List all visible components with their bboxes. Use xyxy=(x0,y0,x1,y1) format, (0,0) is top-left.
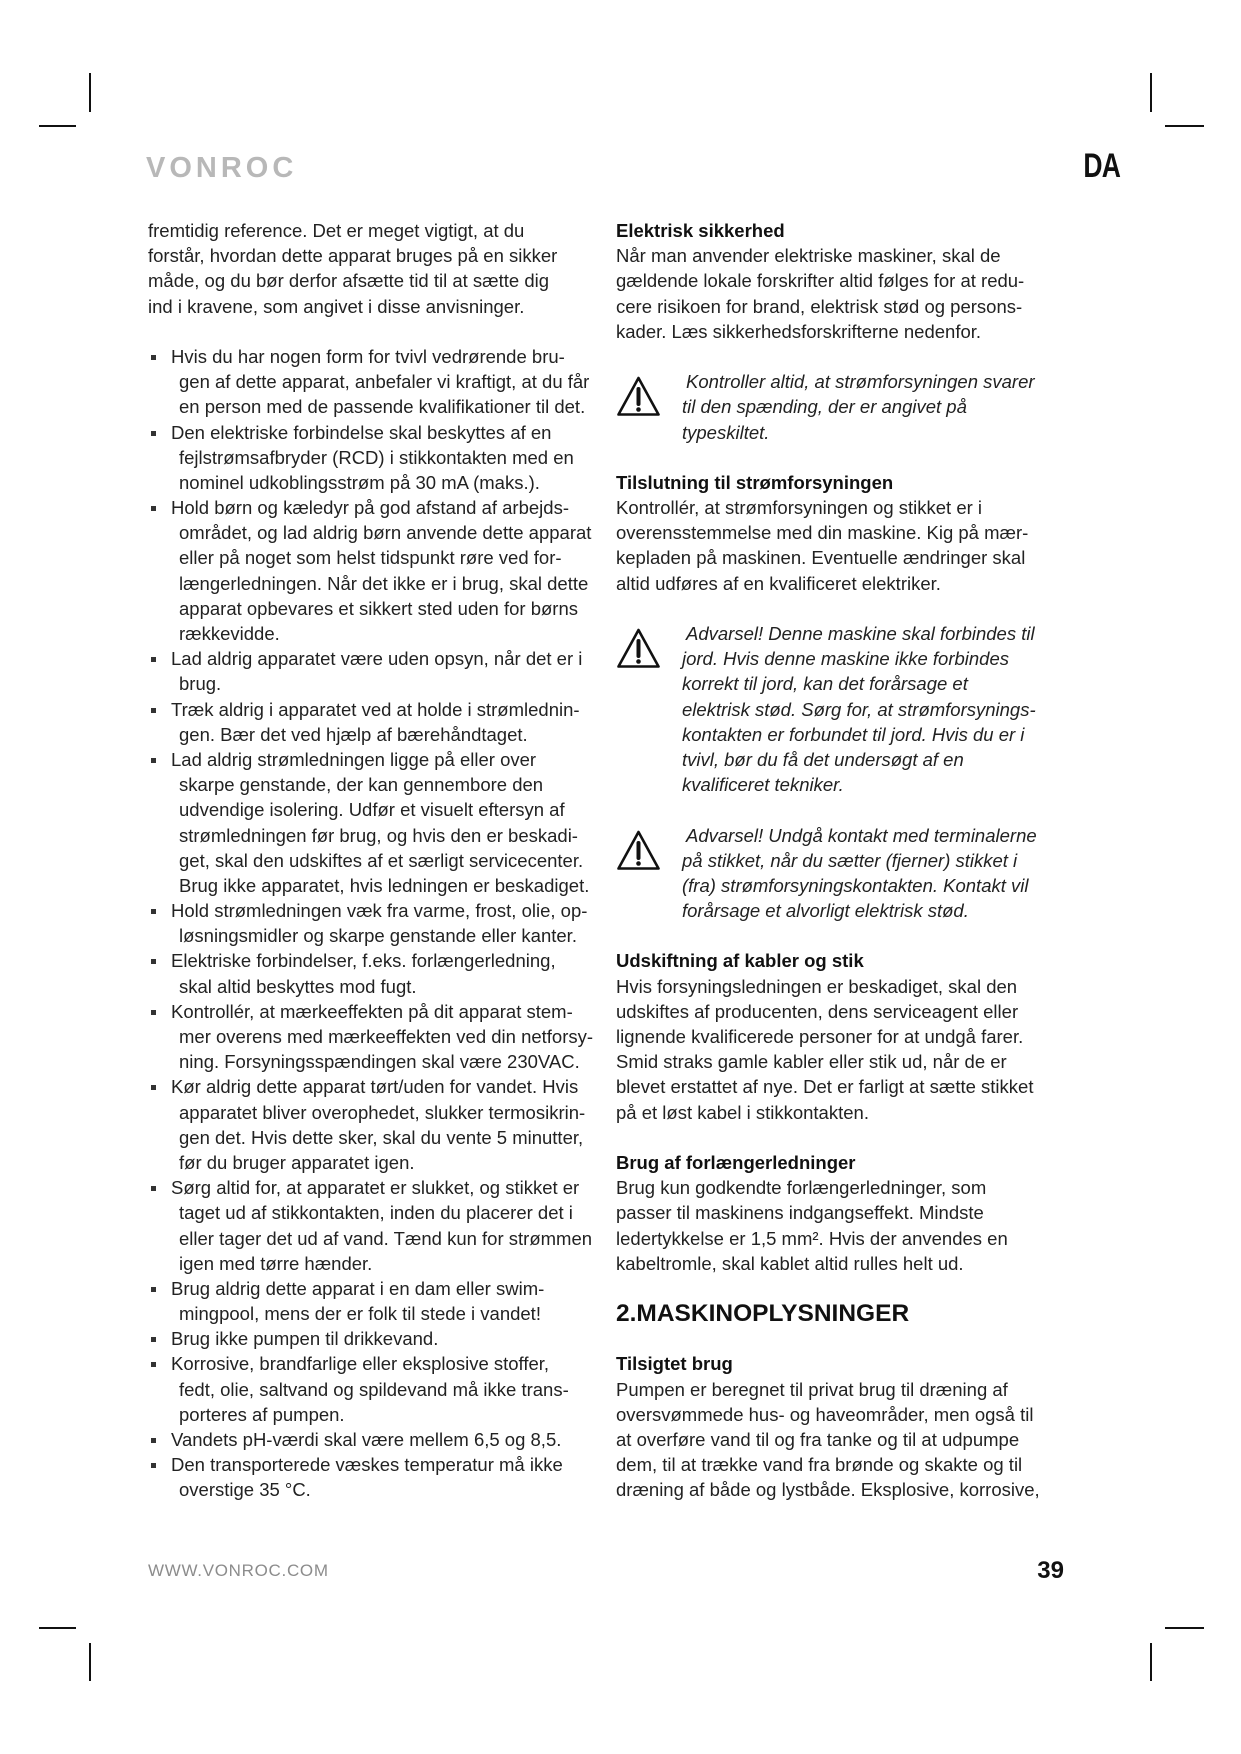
bullet-line: strømledningen før brug, og hvis den er beskadi- xyxy=(179,824,578,846)
text-line: dem, til at trække vand fra brønde og skakte og til xyxy=(616,1454,1023,1476)
safety-bullet-list xyxy=(148,344,610,1503)
section-heading: Elektrisk sikkerhed xyxy=(616,220,785,241)
text-line: blevet erstattet af nye. Det er farligt at sætte stikket xyxy=(616,1076,1034,1098)
crop-mark-top-right-vertical xyxy=(1150,73,1152,112)
crop-mark-bottom-left-horizontal xyxy=(39,1627,76,1629)
page-number: 39 xyxy=(1037,1557,1064,1584)
crop-mark-bottom-right-horizontal xyxy=(1165,1627,1204,1629)
warning-line: (fra) strømforsyningskontakten. Kontakt vil xyxy=(682,874,1029,896)
paragraph-gap xyxy=(616,344,1196,369)
text-line: at overføre vand til og fra tanke og til at udpumpe xyxy=(616,1429,1020,1450)
crop-mark-top-right-horizontal xyxy=(1165,125,1204,127)
text-line: fremtidig reference. Det er meget vigtigt, at du xyxy=(148,220,525,241)
bullet-line: Den elektriske forbindelse skal beskyttes af en xyxy=(171,421,552,443)
section-cable-replacement xyxy=(616,948,1196,1124)
bullet-line: Kontrollér, at mærkeeffekten på dit apparat stem- xyxy=(171,1000,573,1022)
bullet-line: Brug ikke apparatet, hvis ledningen er beskadiget. xyxy=(179,874,590,896)
warning-line: Advarsel! Denne maskine skal forbindes til xyxy=(686,623,1035,644)
right-column xyxy=(616,218,1196,1503)
safety-bullet-item xyxy=(148,1326,610,1351)
square-bullet-icon xyxy=(151,431,156,436)
bullet-line: apparat opbevares et sikkert sted uden for børns xyxy=(179,597,578,619)
brand-logo: VONROC xyxy=(146,152,298,184)
safety-bullet-item xyxy=(148,1452,610,1502)
warning-line: forårsage et alvorligt elektrisk stød. xyxy=(682,900,969,922)
crop-mark-bottom-right-vertical xyxy=(1150,1643,1152,1681)
paragraph-gap xyxy=(616,1276,1196,1301)
bullet-line: gen. Bær det ved hjælp af bærehåndtaget. xyxy=(179,723,528,745)
section-intended-use xyxy=(616,1351,1196,1502)
crop-mark-top-left-vertical xyxy=(89,73,91,112)
warning-line: kontakten er forbundet til jord. Hvis du er i xyxy=(682,723,1025,745)
text-line: cere risikoen for brand, elektrisk stød og persons- xyxy=(616,295,1023,317)
square-bullet-icon xyxy=(151,1186,156,1191)
bullet-line: eller tager det ud af vand. Tænd kun for strømmen xyxy=(179,1227,593,1249)
safety-bullet-item xyxy=(148,747,610,898)
text-line: forstår, hvordan dette apparat bruges på en sikker xyxy=(148,245,558,267)
bullet-line: Den transporterede væskes temperatur må ikke xyxy=(171,1454,563,1476)
text-line: på et løst kabel i stikkontakten. xyxy=(616,1101,869,1123)
warning-line: elektrisk stød. Sørg for, at strømforsynings- xyxy=(682,698,1036,720)
warning-line: jord. Hvis denne maskine ikke forbindes xyxy=(682,648,1009,670)
square-bullet-icon xyxy=(151,1438,156,1443)
warning-text xyxy=(682,369,1196,445)
safety-bullet-item xyxy=(148,1427,610,1452)
text-line: lignende kvalificerede personer for at undgå farer. xyxy=(616,1026,1024,1047)
square-bullet-icon xyxy=(151,1362,156,1367)
bullet-line: Elektriske forbindelser, f.eks. forlængerledning, xyxy=(171,950,556,972)
square-bullet-icon xyxy=(151,355,156,360)
bullet-line: fejlstrømsafbryder (RCD) i stikkontakten med en xyxy=(179,446,574,468)
text-line: oversvømmede hus- og haveområder, men også til xyxy=(616,1403,1034,1425)
text-line: ind i kravene, som angivet i disse anvisninger. xyxy=(148,295,525,317)
square-bullet-icon xyxy=(151,1337,156,1342)
bullet-line: Sørg altid for, at apparatet er slukket, og stikket er xyxy=(171,1177,580,1199)
text-line: dræning af både og lystbåde. Eksplosive, korrosive, xyxy=(616,1479,1040,1501)
bullet-line: Korrosive, brandfarlige eller eksplosive stoffer, xyxy=(171,1353,550,1375)
square-bullet-icon xyxy=(151,959,156,964)
crop-mark-bottom-left-vertical xyxy=(89,1643,91,1681)
left-column xyxy=(148,218,610,1503)
bullet-line: Træk aldrig i apparatet ved at holde i strømlednin- xyxy=(171,698,580,720)
bullet-line: området, og lad aldrig børn anvende dette apparat xyxy=(179,522,592,544)
warning-note-voltage xyxy=(616,369,1196,445)
safety-bullet-item xyxy=(148,1276,610,1326)
bullet-line: apparatet bliver overophedet, slukker termosikrin- xyxy=(179,1101,586,1123)
safety-bullet-item xyxy=(148,1351,610,1427)
bullet-line: gen det. Hvis dette sker, skal du vente 5 minutter, xyxy=(179,1126,584,1148)
square-bullet-icon xyxy=(151,506,156,511)
safety-bullet-item xyxy=(148,1175,610,1276)
bullet-line: mingpool, mens der er folk til stede i vandet! xyxy=(179,1303,541,1325)
bullet-line: løsningsmidler og skarpe genstande eller kanter. xyxy=(179,925,577,947)
bullet-line: Vandets pH-værdi skal være mellem 6,5 og 8,5. xyxy=(171,1429,562,1450)
bullet-line: Lad aldrig apparatet være uden opsyn, når det er i xyxy=(171,648,583,670)
warning-triangle-icon xyxy=(616,375,661,417)
bullet-line: get, skal den udskiftes af et særligt servicecenter. xyxy=(179,849,584,871)
text-line: udskiftes af producenten, dens serviceagent eller xyxy=(616,1000,1019,1022)
warning-triangle-icon xyxy=(616,627,661,669)
bullet-line: gen af dette apparat, anbefaler vi kraftigt, at du får xyxy=(179,371,590,393)
bullet-line: mer overens med mærkeeffekten ved din netforsy- xyxy=(179,1026,594,1047)
text-line: Når man anvender elektriske maskiner, skal de xyxy=(616,245,1001,267)
bullet-line: Brug aldrig dette apparat i en dam eller swim- xyxy=(171,1277,545,1299)
safety-bullet-item xyxy=(148,697,610,747)
square-bullet-icon xyxy=(151,1010,156,1015)
intro-paragraph xyxy=(148,218,610,319)
warning-line: tvivl, bør du få det undersøgt af en xyxy=(682,748,964,770)
text-line: gældende lokale forskrifter altid følges for at redu- xyxy=(616,270,1025,292)
safety-bullet-item xyxy=(148,646,610,696)
safety-bullet-item xyxy=(148,344,610,420)
text-line: Hvis forsyningsledningen er beskadiget, skal den xyxy=(616,975,1018,997)
paragraph-gap xyxy=(616,797,1196,822)
footer-website: WWW.VONROC.COM xyxy=(148,1561,329,1580)
text-line: ledertykkelse er 1,5 mm². Hvis der anvendes en xyxy=(616,1227,1008,1249)
bullet-line: nominel udkoblingsstrøm på 30 mA (maks.). xyxy=(179,471,540,493)
warning-line: typeskiltet. xyxy=(682,421,770,443)
text-line: kabeltromle, skal kablet altid rulles helt ud. xyxy=(616,1252,964,1274)
square-bullet-icon xyxy=(151,1085,156,1090)
safety-bullet-item xyxy=(148,495,610,646)
square-bullet-icon xyxy=(151,708,156,713)
language-code: DA xyxy=(1083,147,1120,185)
safety-bullet-item xyxy=(148,420,610,496)
bullet-line: eller på noget som helst tidspunkt røre ved for- xyxy=(179,547,562,569)
paragraph-gap xyxy=(616,445,1196,470)
section-power-connection xyxy=(616,470,1196,596)
paragraph-gap xyxy=(148,319,610,344)
warning-text xyxy=(682,823,1196,924)
text-line: Smid straks gamle kabler eller stik ud, når de er xyxy=(616,1051,1007,1073)
text-line: overensstemmelse med din maskine. Kig på mær- xyxy=(616,522,1029,544)
bullet-line: fedt, olie, saltvand og spildevand må ikke trans- xyxy=(179,1378,569,1400)
warning-line: korrekt til jord, kan det forårsage et xyxy=(682,673,968,695)
section-heading: Brug af forlængerledninger xyxy=(616,1151,856,1173)
bullet-line: Hold strømledningen væk fra varme, frost, olie, op- xyxy=(171,900,588,922)
chapter-title: 2.MASKINOPLYSNINGER xyxy=(616,1300,910,1328)
text-line: kader. Læs sikkerhedsforskrifterne nedenfor. xyxy=(616,320,982,342)
bullet-line: Hvis du har nogen form for tvivl vedrørende bru- xyxy=(171,345,565,367)
warning-triangle-icon xyxy=(616,829,661,871)
paragraph-gap xyxy=(616,923,1196,948)
text-line: altid udføres af en kvalificeret elektriker. xyxy=(616,572,941,594)
bullet-line: skarpe genstande, der kan gennembore den xyxy=(179,774,544,796)
crop-mark-top-left-horizontal xyxy=(39,125,76,127)
bullet-line: rækkevidde. xyxy=(179,623,280,644)
square-bullet-icon xyxy=(151,657,156,662)
bullet-line: igen med tørre hænder. xyxy=(179,1252,373,1274)
bullet-line: en person med de passende kvalifikationer til det. xyxy=(179,396,586,418)
bullet-line: Lad aldrig strømledningen ligge på eller over xyxy=(171,748,537,770)
bullet-line: overstige 35 °C. xyxy=(179,1479,311,1501)
square-bullet-icon xyxy=(151,1463,156,1468)
warning-note-terminals xyxy=(616,823,1196,924)
section-extension-cords xyxy=(616,1150,1196,1276)
bullet-line: brug. xyxy=(179,673,222,695)
safety-bullet-item xyxy=(148,898,610,948)
safety-bullet-item xyxy=(148,948,610,998)
bullet-line: Brug ikke pumpen til drikkevand. xyxy=(171,1328,439,1350)
safety-bullet-item xyxy=(148,999,610,1075)
paragraph-gap xyxy=(616,596,1196,621)
paragraph-gap xyxy=(616,1326,1196,1351)
bullet-line: skal altid beskyttes mod fugt. xyxy=(179,975,417,997)
bullet-line: taget ud af stikkontakten, inden du placerer det i xyxy=(179,1202,573,1224)
warning-text xyxy=(682,621,1196,797)
text-line: passer til maskinens indgangseffekt. Mindste xyxy=(616,1202,984,1224)
warning-line: Kontroller altid, at strømforsyningen svarer xyxy=(686,371,1035,393)
paragraph-gap xyxy=(616,1125,1196,1150)
text-line: måde, og du bør derfor afsætte tid til at sætte dig xyxy=(148,270,550,292)
warning-line: på stikket, når du sætter (fjerner) stikket i xyxy=(682,849,1018,871)
text-line: Kontrollér, at strømforsyningen og stikket er i xyxy=(616,497,983,519)
bullet-line: før du bruger apparatet igen. xyxy=(179,1151,415,1173)
section-heading: Tilsigtet brug xyxy=(616,1353,733,1375)
square-bullet-icon xyxy=(151,758,156,763)
text-line: Brug kun godkendte forlængerledninger, som xyxy=(616,1177,987,1199)
bullet-line: porteres af pumpen. xyxy=(179,1403,345,1425)
section-electrical-safety xyxy=(616,218,1196,344)
bullet-line: Kør aldrig dette apparat tørt/uden for vandet. Hvis xyxy=(171,1076,579,1098)
bullet-line: ning. Forsyningsspændingen skal være 230VAC. xyxy=(179,1051,580,1073)
warning-line: til den spænding, der er angivet på xyxy=(682,396,967,418)
bullet-line: udvendige isolering. Udfør et visuelt eftersyn af xyxy=(179,799,565,821)
bullet-line: Hold børn og kæledyr på god afstand af arbejds- xyxy=(171,497,569,519)
section-heading: Tilslutning til strømforsyningen xyxy=(616,471,894,493)
safety-bullet-item xyxy=(148,1074,610,1175)
square-bullet-icon xyxy=(151,909,156,914)
warning-note-grounding xyxy=(616,621,1196,797)
warning-line: kvalificeret tekniker. xyxy=(682,774,844,796)
bullet-line: længerledningen. Når det ikke er i brug, skal dette xyxy=(179,572,589,594)
section-heading: Udskiftning af kabler og stik xyxy=(616,950,864,972)
text-line: kepladen på maskinen. Eventuelle ændringer skal xyxy=(616,547,1026,569)
text-line: Pumpen er beregnet til privat brug til dræning af xyxy=(616,1378,1008,1400)
square-bullet-icon xyxy=(151,1287,156,1292)
warning-line: Advarsel! Undgå kontakt med terminalerne xyxy=(686,824,1037,846)
